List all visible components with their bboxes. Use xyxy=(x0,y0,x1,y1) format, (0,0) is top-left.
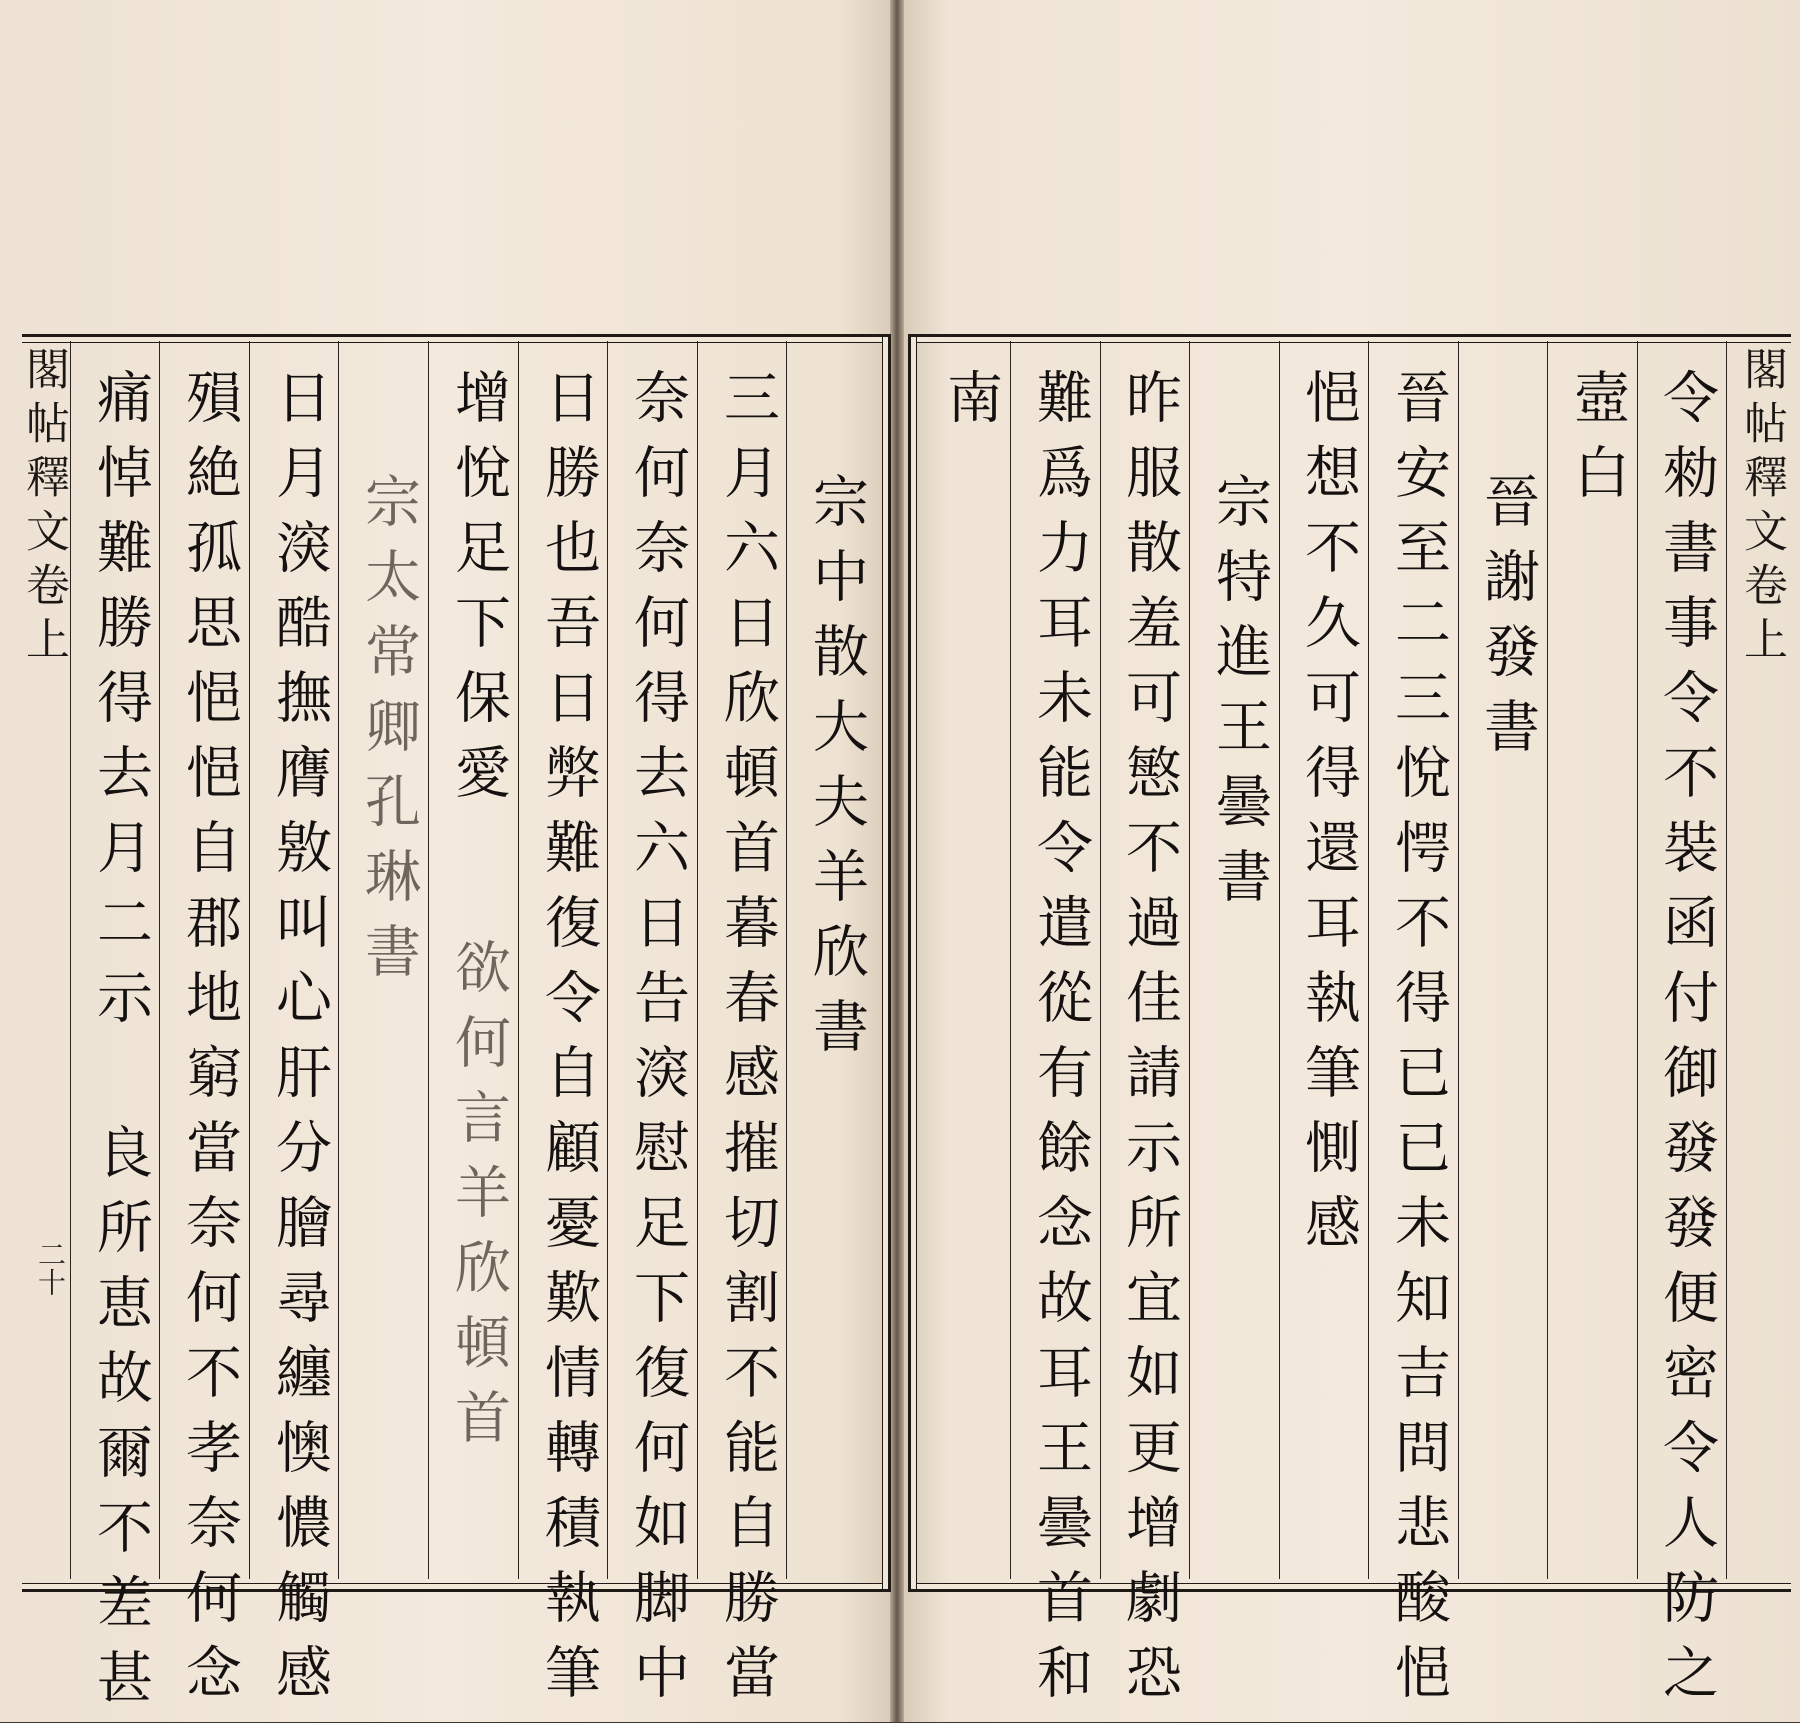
letter-heading: 宗太常卿孔琳書 xyxy=(356,472,421,997)
column-rule xyxy=(1726,341,1727,1579)
letter-heading: 晉謝發書 xyxy=(1475,472,1540,772)
column-rule xyxy=(1100,341,1101,1579)
column-rule xyxy=(249,341,250,1579)
text-column: 令勑書事令不裝函付御發發便密令人防之 xyxy=(1654,368,1719,1718)
column-rule xyxy=(1547,341,1548,1579)
column-rule xyxy=(1010,341,1011,1579)
text-column: 三月六日欣頓首暮春感摧切割不能自勝當 xyxy=(715,368,780,1718)
text-column: 難爲力耳未能令遣從有餘念故耳王曇首和 xyxy=(1028,368,1093,1718)
text-segment: 痛悼難勝得去月二示 xyxy=(88,368,153,1043)
column-rule xyxy=(1189,341,1190,1579)
column-rule xyxy=(1458,341,1459,1579)
text-column: 壼白 xyxy=(1565,368,1630,518)
column-rule xyxy=(1637,341,1638,1579)
text-column xyxy=(80,368,160,1723)
folio-number: 二十 xyxy=(34,1240,67,1296)
text-column: 日月㴱酷撫膺敫叫心肝分膾尋纏懊憹觸感 xyxy=(267,368,332,1718)
text-column: 奈何奈何得去六日告㴱慰足下復何如脚中 xyxy=(625,368,690,1718)
text-column: 悒想不久可得還耳執筆惻感 xyxy=(1296,368,1361,1268)
text-segment-continued: 良所恵故爾不差甚 xyxy=(88,1123,153,1723)
text-column: 日勝也吾日弊難復令自顧憂歎情轉積執筆 xyxy=(536,368,601,1718)
text-column: 昨服散羞可慜不過佳請示所宜如更增劇恐 xyxy=(1117,368,1182,1718)
margin-book-title: 閣帖釋文卷上 xyxy=(1736,346,1787,670)
text-column xyxy=(438,368,518,1463)
column-rule xyxy=(1368,341,1369,1579)
text-column: 晉安至二三悅愕不得已已未知吉問悲酸悒 xyxy=(1386,368,1451,1718)
column-rule xyxy=(697,341,698,1579)
column-rule xyxy=(1279,341,1280,1579)
margin-book-title: 閣帖釋文卷上 xyxy=(18,346,69,670)
text-segment: 增悅足下保愛 xyxy=(446,368,511,818)
book-gutter xyxy=(890,0,904,1722)
text-segment-continued: 欲何言羊欣頓首 xyxy=(446,938,511,1463)
column-rule xyxy=(518,341,519,1579)
letter-heading: 宗特進王曇書 xyxy=(1207,472,1272,922)
text-column: 南 xyxy=(938,368,1003,443)
text-column: 殞絶孤思悒悒自郡地窮當奈何不孝奈何念 xyxy=(177,368,242,1718)
column-rule xyxy=(428,341,429,1579)
letter-heading: 宗中散大夫羊欣書 xyxy=(804,472,869,1072)
